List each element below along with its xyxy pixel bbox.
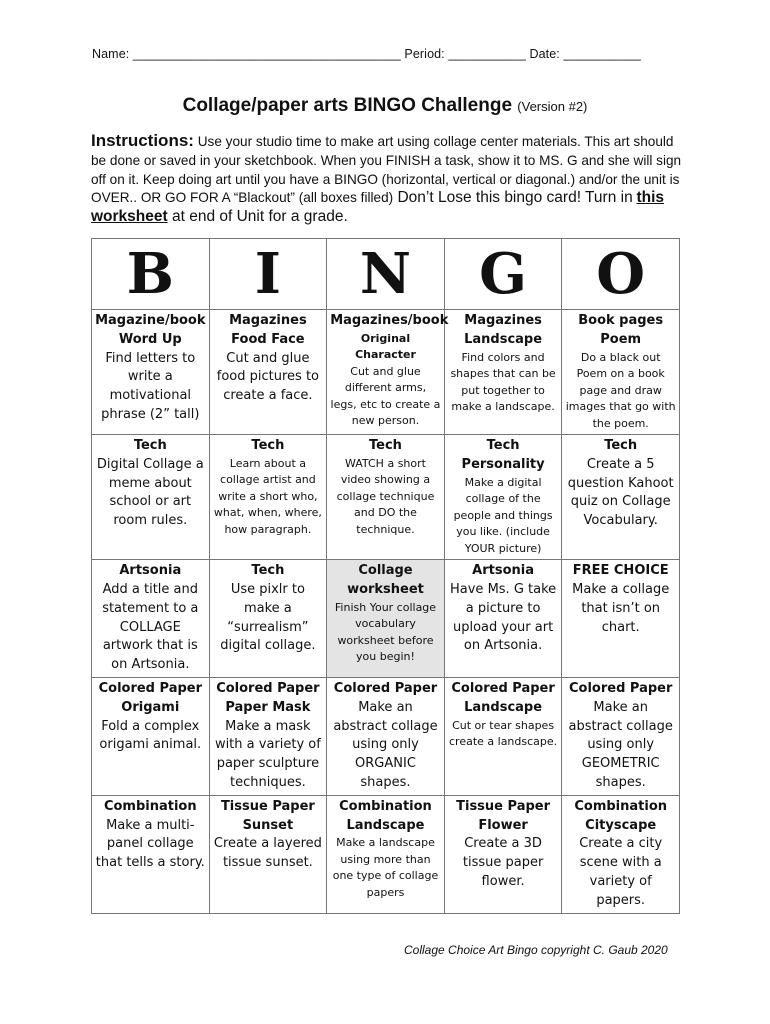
bingo-row-5	[92, 795, 680, 913]
bingo-letter-cell	[562, 239, 680, 310]
bingo-row-1	[92, 310, 680, 435]
instructions-tail: at end of Unit for a grade.	[167, 208, 348, 226]
cell-description: WATCH a short video showing a collage technique and DO the technique.	[336, 456, 435, 536]
bingo-letter-cell	[92, 239, 210, 310]
instructions-underlined: this worksheet	[91, 189, 665, 226]
cell-title: Tissue Paper Flower	[456, 798, 551, 833]
instructions-dont-lose: Don’t Lose this bingo card! Turn in	[393, 189, 633, 207]
page-title	[0, 95, 770, 117]
cell-title: Artsonia	[472, 563, 534, 579]
bingo-letter-cell	[444, 239, 562, 310]
instructions-body: Use your studio time to make art using collage center materials. This art should be done or saved in your sketchbook. When you FINISH a task, show it to MS. G and she will sign off on it. Keep doing art until you have a BINGO (horizontal, vertical or diagonal.) and/or the unit is OVER.. OR GO FOR A “Blackout” (all boxes filled)	[91, 134, 682, 206]
bingo-row-3	[92, 560, 680, 678]
bingo-cell[interactable]	[327, 677, 445, 795]
bingo-cell[interactable]	[209, 435, 327, 560]
bingo-cell[interactable]	[209, 795, 327, 913]
bingo-cell[interactable]	[327, 795, 445, 913]
cell-description: Finish Your collage vocabulary worksheet before you begin!	[334, 600, 437, 664]
bingo-letter-cell	[209, 239, 327, 310]
bingo-cell[interactable]	[209, 310, 327, 435]
bingo-cell[interactable]	[562, 435, 680, 560]
cell-title: Tech	[369, 438, 402, 454]
bingo-cell[interactable]	[92, 677, 210, 795]
instructions-lead: Instructions:	[91, 131, 194, 150]
cell-title: Tech	[133, 438, 167, 454]
bingo-letter-cell	[327, 239, 445, 310]
name-period-date-line: Name: ______________________________________ Period: ___________ Date: ___________	[92, 47, 641, 61]
copyright-footer: Collage Choice Art Bingo copyright C. Gaub 2020	[404, 943, 668, 957]
bingo-cell[interactable]	[562, 310, 680, 435]
bingo-cell[interactable]	[444, 435, 562, 560]
bingo-cell[interactable]	[92, 310, 210, 435]
cell-title: Combination	[103, 798, 197, 814]
cell-title: Colored Paper Landscape	[451, 680, 555, 715]
cell-description: Use pixlr to make a “surrealism” digital collage.	[220, 581, 316, 654]
bingo-cell-free-center[interactable]	[327, 560, 445, 678]
cell-title: Magazines Food Face	[229, 313, 307, 347]
cell-description: Make an abstract collage using only ORGANIC shapes.	[333, 699, 438, 790]
cell-description: Cut and glue different arms, legs, etc to create a new person.	[330, 364, 441, 428]
cell-description: Create a layered tissue sunset.	[213, 836, 322, 871]
bingo-cell[interactable]	[562, 795, 680, 913]
cell-title: Combination Landscape	[339, 798, 432, 833]
title-version: (Version #2)	[517, 99, 588, 114]
cell-title: Artsonia	[119, 563, 182, 579]
cell-description: Make a landscape using more than one type of collage papers	[332, 836, 439, 899]
bingo-cell[interactable]	[562, 560, 680, 678]
bingo-cell[interactable]	[92, 560, 210, 678]
bingo-letter-row	[92, 239, 680, 310]
cell-description: Digital Collage a meme about school or art room rules.	[96, 456, 204, 529]
bingo-grid	[91, 238, 680, 914]
cell-title: Colored Paper	[568, 680, 673, 696]
cell-title: Magazine/book Word Up	[95, 313, 206, 347]
bingo-cell[interactable]	[327, 435, 445, 560]
instructions-paragraph	[91, 132, 691, 227]
bingo-row-2	[92, 435, 680, 560]
bingo-cell[interactable]	[327, 310, 449, 435]
bingo-cell[interactable]	[92, 435, 210, 560]
cell-title: FREE CHOICE	[572, 563, 669, 579]
cell-description: Make an abstract collage using only GEOMETRIC shapes.	[568, 699, 673, 790]
cell-title: Colored Paper Paper Mask	[216, 680, 320, 715]
cell-title: Colored Paper Origami	[98, 680, 202, 715]
cell-title: Combination Cityscape	[574, 798, 668, 833]
cell-description: Learn about a collage artist and write a short who, what, when, where, how paragraph.	[213, 456, 322, 536]
cell-title: Book pages Poem	[578, 313, 664, 347]
cell-title: Colored Paper	[333, 680, 438, 696]
cell-description: Have Ms. G take a picture to upload your art on Artsonia.	[450, 581, 557, 654]
cell-description: Do a black out Poem on a book page and draw images that go with the poem.	[565, 350, 676, 430]
bingo-cell[interactable]	[444, 677, 562, 795]
cell-title: Tech	[604, 438, 638, 454]
bingo-cell[interactable]	[444, 795, 562, 913]
bingo-letter-n: N	[359, 241, 412, 307]
bingo-letter-o: O	[596, 241, 646, 307]
cell-subtitle: Original Character	[355, 331, 416, 362]
bingo-letter-b: B	[126, 241, 174, 307]
cell-title: Tech Personality	[461, 438, 545, 472]
cell-title: Magazines Landscape	[464, 313, 543, 347]
cell-description: Create a 5 question Kahoot quiz on Collage Vocabulary.	[567, 456, 674, 529]
cell-description: Cut and glue food pictures to create a face.	[216, 350, 319, 404]
cell-description: Add a title and statement to a COLLAGE artwork that is on Artsonia.	[102, 581, 199, 673]
cell-title: Tech	[251, 438, 285, 454]
bingo-cell[interactable]	[209, 677, 327, 795]
title-main: Collage/paper arts BINGO Challenge	[182, 95, 513, 116]
cell-description: Make a collage that isn’t on chart.	[572, 581, 670, 635]
bingo-letter-i: I	[254, 241, 281, 307]
cell-description: Find colors and shapes that can be put together to make a landscape.	[450, 350, 556, 414]
cell-description: Make a mask with a variety of paper sculpture techniques.	[214, 718, 321, 790]
bingo-letter-g: G	[479, 241, 527, 307]
bingo-cell[interactable]	[562, 677, 680, 795]
cell-title: Collage worksheet	[347, 563, 424, 597]
cell-title: Tissue Paper Sunset	[220, 798, 315, 833]
cell-description: Make a multi-panel collage that tells a story.	[95, 817, 205, 871]
bingo-cell[interactable]	[209, 560, 327, 678]
cell-description: Cut or tear shapes create a landscape.	[448, 718, 558, 749]
cell-title: Magazines/book	[330, 313, 449, 328]
bingo-cell[interactable]	[444, 560, 562, 678]
bingo-row-4	[92, 677, 680, 795]
cell-description: Create a city scene with a variety of papers.	[579, 836, 663, 908]
bingo-cell[interactable]	[92, 795, 210, 913]
cell-description: Find letters to write a motivational phrase (2” tall)	[101, 350, 200, 422]
cell-description: Fold a complex origami animal.	[99, 718, 202, 753]
cell-title: Tech	[251, 563, 285, 579]
cell-description: Create a 3D tissue paper flower.	[462, 836, 544, 889]
cell-description: Make a digital collage of the people and things you like. (include YOUR picture)	[453, 475, 553, 555]
bingo-cell[interactable]	[444, 310, 562, 435]
